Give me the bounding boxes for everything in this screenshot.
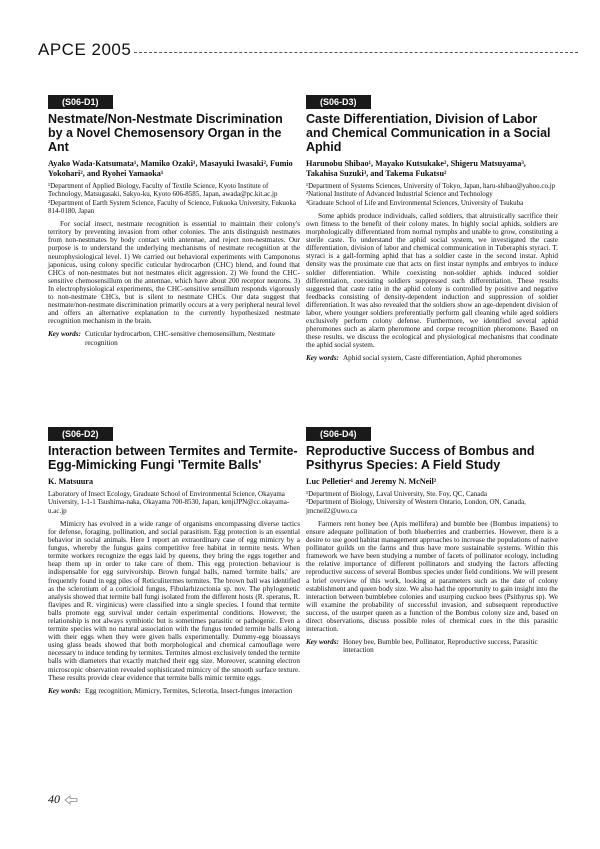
abstract-s06-d1	[48, 92, 300, 347]
affiliation: Laboratory of Insect Ecology, Graduate School of Environmental Science, Okayama University, 1-1-1 Tsushima-naka, Okayama 700-8530, Japan, kenjiJPN@cc.okayama-u.ac.jp	[48, 490, 290, 515]
keywords-label: Key words:	[306, 638, 339, 647]
abstract-body: For social insect, nestmate recognition is essential to maintain their colony's territory by preventing invasion from other colonies. The ants distinguish nestmates from non-nestmates by body contact with antennae, and reject non-nestmates. Our purpose is to understand the underlying mechanisms of nestmate recognition at the neurophysiological level. 1) We carried out behavioral experiments with Camponotus japonicus, using colony specific cuticular hydrocarbon (CHC) blend, and found that CHCs of non-nestmates but not nestmates elicit aggression. 2) We found the CHC-sensitive chemosensillum on the antennae, which have about 200 receptor neurons. 3) In electrophysiological experiments, the CHC-sensitive sensillum responds vigorously to non-nestmate CHCs, but is silent to nestmate CHCs. Our data suggest that nestmate/non-nestmate discrimination primarily occurs at a very peripheral neural level and offers an alternative explanation to the currently hypothesized nestmate recognition mechanism in the brain.	[48, 220, 300, 326]
abstract-authors: Luc Pelletier¹ and Jeremy N. McNeil²	[306, 477, 437, 486]
abstract-title: Nestmate/Non-Nestmate Discrimination by a Novel Chemosensory Organ in the Ant	[48, 112, 283, 154]
abstract-title: Caste Differentiation, Division of Labor and Chemical Communication in a Social Aphid	[306, 112, 551, 154]
keywords-text: Cuticular hydrocarbon, CHC-sensitive chemosensillum, Nestmate recognition	[84, 330, 275, 347]
abstract-body: Mimicry has evolved in a wide range of organisms encompassing diverse tactics for defense, foraging, pollination, and social parasitism. Egg protection is an essential behavior in social animals. Here I report an extraordinary case of egg mimicry by a fungus, whereby the fungus gains competitive free habitat in termite nests. When termite workers recognize the eggs laid by queens, they bring the eggs together and heap them up in order to take care of them. This egg protection behaviour is indispensable for egg survivorship. Brown fungal balls, named 'termite balls,' are frequently found in egg piles of Reticulitermes termites. The brown ball was identified as the sclerotium of a corticioid fungus, Fibularhizoctonia sp. nov. The phylogenetic analysis showed that termite ball fungi isolated from the different hosts (R. speratus, R. flavipes and R. virginicus) were classified into a single species. I found that termite balls promote egg survival under certain experimental conditions. However, the relationship is not always symbiotic but is sometimes parasitic or pathogenic. Even a termite species with no natural association with the fungus tended termite balls along with their eggs when they were given balls experimentally. Dummy-egg bioassays using glass beads showed that both morphological and chemical camouflage were necessary to induce tending by termites. Termites almost exclusively tended the termite balls with diameters that exactly matched their egg size. Moreover, scanning electron microscopic observation revealed sophisticated mimicry of the smooth surface texture. These results provide clear evidence that termite balls mimic termite eggs.	[48, 519, 300, 682]
abstract-title: Interaction between Termites and Termite-Egg-Mimicking Fungi 'Termite Balls'	[48, 444, 298, 472]
abstract-affiliations	[48, 490, 300, 515]
abstract-affiliations	[48, 182, 300, 215]
abstract-authors: Harunobu Shibao¹, Mayako Kutsukake², Shigeru Matsuyama³, Takahisa Suzuki³, and Takema Fukatsu²	[306, 159, 526, 178]
keywords-text: Egg recognition, Mimicry, Termites, Sclerotia, Insect-fungus interaction	[84, 686, 293, 695]
session-code: (S06-D2)	[48, 427, 113, 441]
abstract-title: Reproductive Success of Bombus and Psithyrus Species: A Field Study	[306, 444, 535, 472]
page-number: 40	[48, 792, 60, 806]
keywords-text: Honey bee, Bumble bee, Pollinator, Reproductive success, Parasitic interaction	[342, 638, 538, 655]
abstract-s06-d4	[306, 424, 558, 655]
abstract-body: Some aphids produce individuals, called soldiers, that altruistically sacrifice their own fitness to the benefit of their colony mates. In highly social aphids, soldiers are morphologically differentiated from normal nymphs and unable to grow, constituting a sterile caste. To understand the aphid social system, we investigated the caste differentiation, division of labor and chemical communication in Tuberaphis styraci. T. styraci is a gall-forming aphid that has a soldier caste in the second instar. Aphid density was the proximate cue that acts on first instar nymphs and embryos to induce soldier differentiation. While coexisting non-soldier aphids induced soldier differentiation, coexisting soldiers suppressed such differentiation. These results suggested that caste ratio in the aphid colony is controlled by positive and negative feedbacks consisting of density-dependent induction and suppression of soldier differentiation. It was also revealed that the soldiers show an age-dependent division of labor, where younger soldiers preferentially perform gall cleaning while aged soldiers exclusively perform colony defense. Furthermore, we identified several aphid pheromones such as alarm pheromone and corpse recognition pheromone. Based on these results, we discuss the ecological and physiological mechanisms that coodinate the aphid social system.	[306, 211, 558, 350]
keywords	[306, 354, 558, 362]
conference-title: APCE 2005	[38, 40, 132, 59]
keywords-text: Aphid social system, Caste differentiation, Aphid pheromones	[342, 354, 522, 363]
keywords	[306, 638, 558, 654]
running-header	[38, 38, 578, 60]
affiliation: ²Department of Biology, University of Western Ontario, London, ON, Canada, jmcneil2@uwo.ca	[306, 498, 526, 515]
abstract-authors: Ayako Wada-Katsumata¹, Mamiko Ozaki¹, Masayuki Iwasaki², Fumio Yokohari², and Ryohei Yamaoka¹	[48, 159, 293, 178]
page-footer	[48, 792, 78, 807]
affiliation: ¹Department of Systems Sciences, University of Tokyo, Japan, haru-shibao@yahoo.co.jp	[306, 182, 556, 190]
session-code: (S06-D4)	[306, 427, 371, 441]
session-code: (S06-D3)	[306, 95, 371, 109]
session-code: (S06-D1)	[48, 95, 113, 109]
abstract-affiliations	[306, 490, 558, 515]
affiliation: ³Graduate School of Life and Environmental Sciences, University of Tsukuba	[306, 198, 524, 207]
keywords	[48, 330, 300, 346]
keywords	[48, 687, 300, 695]
affiliation: ¹Department of Applied Biology, Faculty of Textile Science, Kyoto Institute of Technology, Matsugasaki, Sakyo-ku, Kyoto 606-8585, Japan, awada@pc.kit.ac.jp	[48, 182, 278, 199]
keywords-label: Key words:	[48, 330, 81, 339]
keywords-label: Key words:	[306, 354, 339, 363]
keywords-label: Key words:	[48, 686, 81, 695]
affiliation: ²Department of Earth System Science, Faculty of Science, Fukuoka University, Fukuoka 814-0180, Japan	[48, 198, 296, 215]
abstract-authors: K. Matsuura	[48, 477, 94, 486]
header-divider	[134, 52, 578, 53]
abstract-affiliations	[306, 182, 558, 207]
affiliation: ²National Institute of Advanced Industrial Science and Technology	[306, 190, 493, 199]
arrow-left-icon[interactable]	[64, 795, 78, 805]
affiliation: ¹Department of Biology, Laval University, Ste. Foy, QC, Canada	[306, 490, 487, 498]
abstract-body: Farmers rent honey bee (Apis mellifera) and bumble bee (Bombus impatiens) to ensure adequate pollination of both blueberries and cranberries. However, there is a desire to use good habitat management approaches to increase the populations of native pollinator guilds on the farms and thus have more sustainable systems. Within this framework we have been studying a number of facets of pollinator ecology, including the relative importance of different pollinators and studying the factors affecting reproductive success of several Bombus species under field conditions. We will present a brief overview of this work, looking at parameters such as the date of colony establishment and queen body size. We also had the opportunity to gain insight into the interaction between bumblebee colonies and usurping cuckoo bees (Psithyrus sp). We will examine the probability of successful invasion, and subsequent reproductive success, of the usurper queen as a function of the Bombus colony size and, based on direct observations, discuss possible roles of chemical cues in the this parasitic interaction.	[306, 519, 558, 634]
abstract-s06-d2	[48, 424, 300, 695]
abstract-s06-d3	[306, 92, 558, 363]
